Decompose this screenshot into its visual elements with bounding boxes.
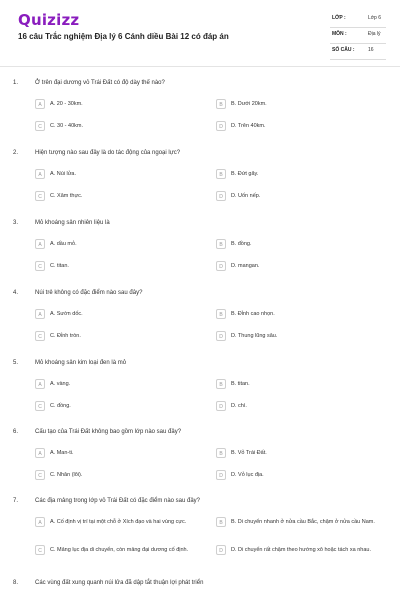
option-a[interactable] xyxy=(35,445,199,459)
option-b[interactable] xyxy=(216,306,380,320)
option-a[interactable] xyxy=(35,166,199,180)
option-text: C. 30 - 40km. xyxy=(50,123,84,129)
option-d[interactable] xyxy=(216,328,380,342)
option-text: D. Uốn nếp. xyxy=(231,193,261,199)
question-number: 8. xyxy=(13,580,19,586)
option-c[interactable] xyxy=(35,467,199,481)
option-text: A. vàng. xyxy=(50,381,71,387)
option-letter-box: A xyxy=(35,309,45,319)
option-b[interactable] xyxy=(216,96,380,110)
option-letter-box: D xyxy=(216,331,226,341)
option-letter-box: C xyxy=(35,331,45,341)
option-a[interactable] xyxy=(35,236,199,250)
option-c[interactable] xyxy=(35,398,199,412)
option-text: D. mangan. xyxy=(231,263,260,269)
option-text: D. chì. xyxy=(231,403,247,409)
option-c[interactable] xyxy=(35,542,199,556)
meta-value: 16 xyxy=(368,47,374,53)
option-b[interactable] xyxy=(216,236,380,250)
option-text: C. Xâm thực. xyxy=(50,193,83,199)
option-text: A. dầu mỏ. xyxy=(50,241,77,247)
option-c[interactable] xyxy=(35,258,199,272)
option-letter-box: C xyxy=(35,545,45,555)
option-letter-box: D xyxy=(216,191,226,201)
option-text: C. Đỉnh tròn. xyxy=(50,333,81,339)
option-letter-box: C xyxy=(35,121,45,131)
option-letter-box: B xyxy=(216,517,226,527)
question-number: 6. xyxy=(13,429,19,435)
option-text: D. Thung lũng sâu. xyxy=(231,333,278,339)
option-letter-box: C xyxy=(35,401,45,411)
option-text: A. 20 - 30km. xyxy=(50,101,83,107)
question-text: Các địa mảng trong lớp vỏ Trái Đất có đặc điểm nào sau đây? xyxy=(35,498,201,504)
option-text: A. Sườn dốc. xyxy=(50,311,83,317)
option-letter-box: A xyxy=(35,169,45,179)
option-letter-box: B xyxy=(216,169,226,179)
worksheet-header xyxy=(0,0,400,66)
option-d[interactable] xyxy=(216,188,380,202)
option-letter-box: A xyxy=(35,448,45,458)
option-text: B. Đứt gãy. xyxy=(231,171,259,177)
question-text: Núi trẻ không có đặc điểm nào sau đây? xyxy=(35,290,143,296)
option-a[interactable] xyxy=(35,376,199,390)
option-d[interactable] xyxy=(216,118,380,132)
option-letter-box: B xyxy=(216,309,226,319)
option-letter-box: D xyxy=(216,401,226,411)
question-number: 5. xyxy=(13,360,19,366)
option-a[interactable] xyxy=(35,514,199,528)
option-c[interactable] xyxy=(35,118,199,132)
option-text: A. Man-ti. xyxy=(50,450,74,456)
option-text: B. Vỏ Trái Đất. xyxy=(231,450,267,456)
option-text: A. Núi lửa. xyxy=(50,171,76,177)
option-text: C. Mảng lục địa di chuyển, còn mảng đại dương cố định. xyxy=(50,547,189,553)
question-number: 3. xyxy=(13,220,19,226)
meta-value: Địa lý xyxy=(368,31,381,37)
option-letter-box: A xyxy=(35,239,45,249)
option-b[interactable] xyxy=(216,445,380,459)
option-b[interactable] xyxy=(216,514,380,528)
meta-value: Lớp 6 xyxy=(368,15,382,21)
option-text: A. Cố định vị trí tại một chỗ ở Xích đạo và hai vùng cực. xyxy=(50,519,187,525)
option-c[interactable] xyxy=(35,328,199,342)
question-text: Ở trên đại dương vỏ Trái Đất có độ dày thế nào? xyxy=(35,80,165,86)
option-letter-box: D xyxy=(216,121,226,131)
option-letter-box: D xyxy=(216,545,226,555)
meta-row-subject xyxy=(330,28,386,44)
option-text: D. Trên 40km. xyxy=(231,123,266,129)
option-text: B. Di chuyển nhanh ở nửa cầu Bắc, chậm ở nửa cầu Nam. xyxy=(231,519,375,525)
option-text: C. titan. xyxy=(50,263,69,269)
option-text: D. Vỏ lục địa. xyxy=(231,472,264,478)
option-c[interactable] xyxy=(35,188,199,202)
option-d[interactable] xyxy=(216,398,380,412)
option-text: C. đồng. xyxy=(50,403,71,409)
option-text: B. titan. xyxy=(231,381,250,387)
option-letter-box: D xyxy=(216,470,226,480)
option-text: C. Nhân (lõi). xyxy=(50,472,83,478)
option-letter-box: B xyxy=(216,239,226,249)
option-letter-box: C xyxy=(35,261,45,271)
quizizz-logo[interactable]: Quizizz xyxy=(18,11,80,29)
question-text: Mỏ khoáng sản nhiên liệu là xyxy=(35,220,110,226)
option-letter-box: C xyxy=(35,191,45,201)
question-number: 4. xyxy=(13,290,19,296)
question-text: Các vùng đất xung quanh núi lửa đã dập tắt thuận lợi phát triển xyxy=(35,580,204,586)
worksheet-meta xyxy=(330,12,386,60)
option-letter-box: C xyxy=(35,470,45,480)
option-text: B. Đỉnh cao nhọn. xyxy=(231,311,275,317)
option-b[interactable] xyxy=(216,166,380,180)
option-d[interactable] xyxy=(216,542,380,556)
option-a[interactable] xyxy=(35,306,199,320)
meta-key: LỚP : xyxy=(332,15,346,21)
option-a[interactable] xyxy=(35,96,199,110)
option-text: B. đồng. xyxy=(231,241,252,247)
option-letter-box: A xyxy=(35,517,45,527)
meta-row-count xyxy=(330,44,386,60)
question-text: Cấu tạo của Trái Đất không bao gồm lớp nào sau đây? xyxy=(35,429,182,435)
question-text: Mỏ khoáng sản kim loại đen là mỏ xyxy=(35,360,127,366)
option-letter-box: B xyxy=(216,379,226,389)
option-text: D. Di chuyển rất chậm theo hướng xô hoặc tách xa nhau. xyxy=(231,547,371,553)
option-letter-box: B xyxy=(216,448,226,458)
question-number: 7. xyxy=(13,498,19,504)
meta-key: MÔN : xyxy=(332,31,347,37)
option-letter-box: A xyxy=(35,99,45,109)
option-letter-box: D xyxy=(216,261,226,271)
question-number: 2. xyxy=(13,150,19,156)
meta-row-grade xyxy=(330,12,386,28)
option-d[interactable] xyxy=(216,467,380,481)
option-letter-box: A xyxy=(35,379,45,389)
option-b[interactable] xyxy=(216,376,380,390)
header-divider xyxy=(0,66,400,67)
option-letter-box: B xyxy=(216,99,226,109)
option-d[interactable] xyxy=(216,258,380,272)
option-text: B. Dưới 20km. xyxy=(231,101,267,107)
question-text: Hiện tượng nào sau đây là do tác động của ngoại lực? xyxy=(35,150,181,156)
worksheet-title: 16 câu Trắc nghiệm Địa lý 6 Cánh diều Bài 12 có đáp án xyxy=(18,32,229,41)
meta-key: SỐ CÂU : xyxy=(332,47,355,53)
question-number: 1. xyxy=(13,80,19,86)
